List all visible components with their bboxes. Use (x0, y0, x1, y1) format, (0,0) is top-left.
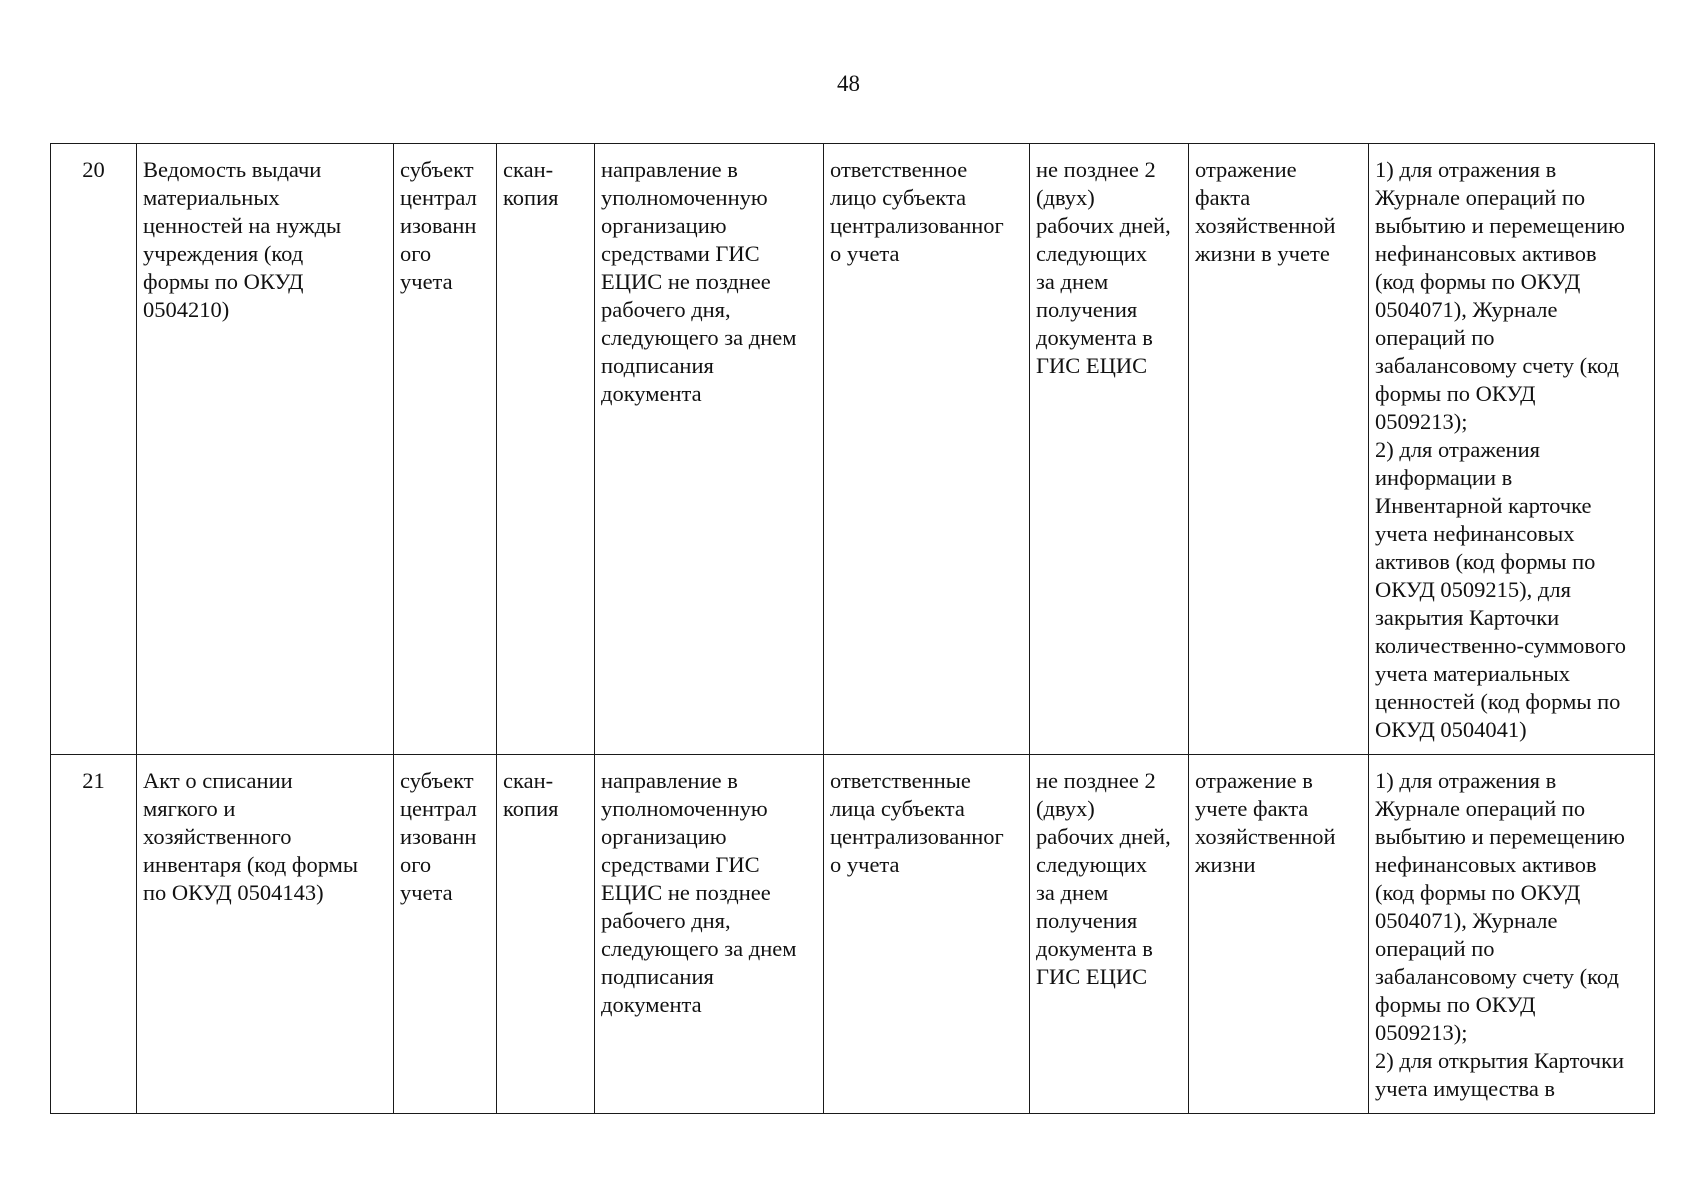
transfer-cell: направление в уполномоченную организацию средствами ГИС ЕЦИС не позднее рабочего дня, следующего за днем подписания документа (595, 755, 824, 1114)
registers-cell: 1) для отражения в Журнале операций по выбытию и перемещению нефинансовых активов (код формы по ОКУД 0504071), Журнале операций по забалансовому счету (код формы по ОКУД 0509213); 2) для отражения информации в Инвентарной карточке учета нефинансовых активов (код формы по ОКУД 0509215), для закрытия Карточки количественно-суммового учета материальных ценностей (код формы по ОКУД 0504041) (1369, 144, 1655, 755)
deadline-cell: не позднее 2 (двух) рабочих дней, следующих за днем получения документа в ГИС ЕЦИС (1030, 755, 1189, 1114)
responsible-cell: ответственное лицо субъекта централизованног о учета (824, 144, 1030, 755)
deadline-cell: не позднее 2 (двух) рабочих дней, следующих за днем получения документа в ГИС ЕЦИС (1030, 144, 1189, 755)
document-name-cell: Ведомость выдачи материальных ценностей на нужды учреждения (код формы по ОКУД 0504210) (137, 144, 394, 755)
table-row (51, 755, 1655, 1114)
form-cell: скан- копия (497, 755, 595, 1114)
registers-cell: 1) для отражения в Журнале операций по выбытию и перемещению нефинансовых активов (код формы по ОКУД 0504071), Журнале операций по забалансовому счету (код формы по ОКУД 0509213); 2) для открытия Карточки учета имущества в (1369, 755, 1655, 1114)
purpose-cell: отражение в учете факта хозяйственной жизни (1189, 755, 1369, 1114)
creator-cell: субъект централ изованн ого учета (394, 144, 497, 755)
row-number-cell: 21 (51, 755, 137, 1114)
row-number-cell: 20 (51, 144, 137, 755)
document-table (50, 143, 1655, 1114)
document-name-cell: Акт о списании мягкого и хозяйственного инвентаря (код формы по ОКУД 0504143) (137, 755, 394, 1114)
table-row (51, 144, 1655, 755)
creator-cell: субъект централ изованн ого учета (394, 755, 497, 1114)
purpose-cell: отражение факта хозяйственной жизни в учете (1189, 144, 1369, 755)
transfer-cell: направление в уполномоченную организацию средствами ГИС ЕЦИС не позднее рабочего дня, следующего за днем подписания документа (595, 144, 824, 755)
form-cell: скан- копия (497, 144, 595, 755)
page-number: 48 (837, 71, 860, 96)
responsible-cell: ответственные лица субъекта централизованног о учета (824, 755, 1030, 1114)
